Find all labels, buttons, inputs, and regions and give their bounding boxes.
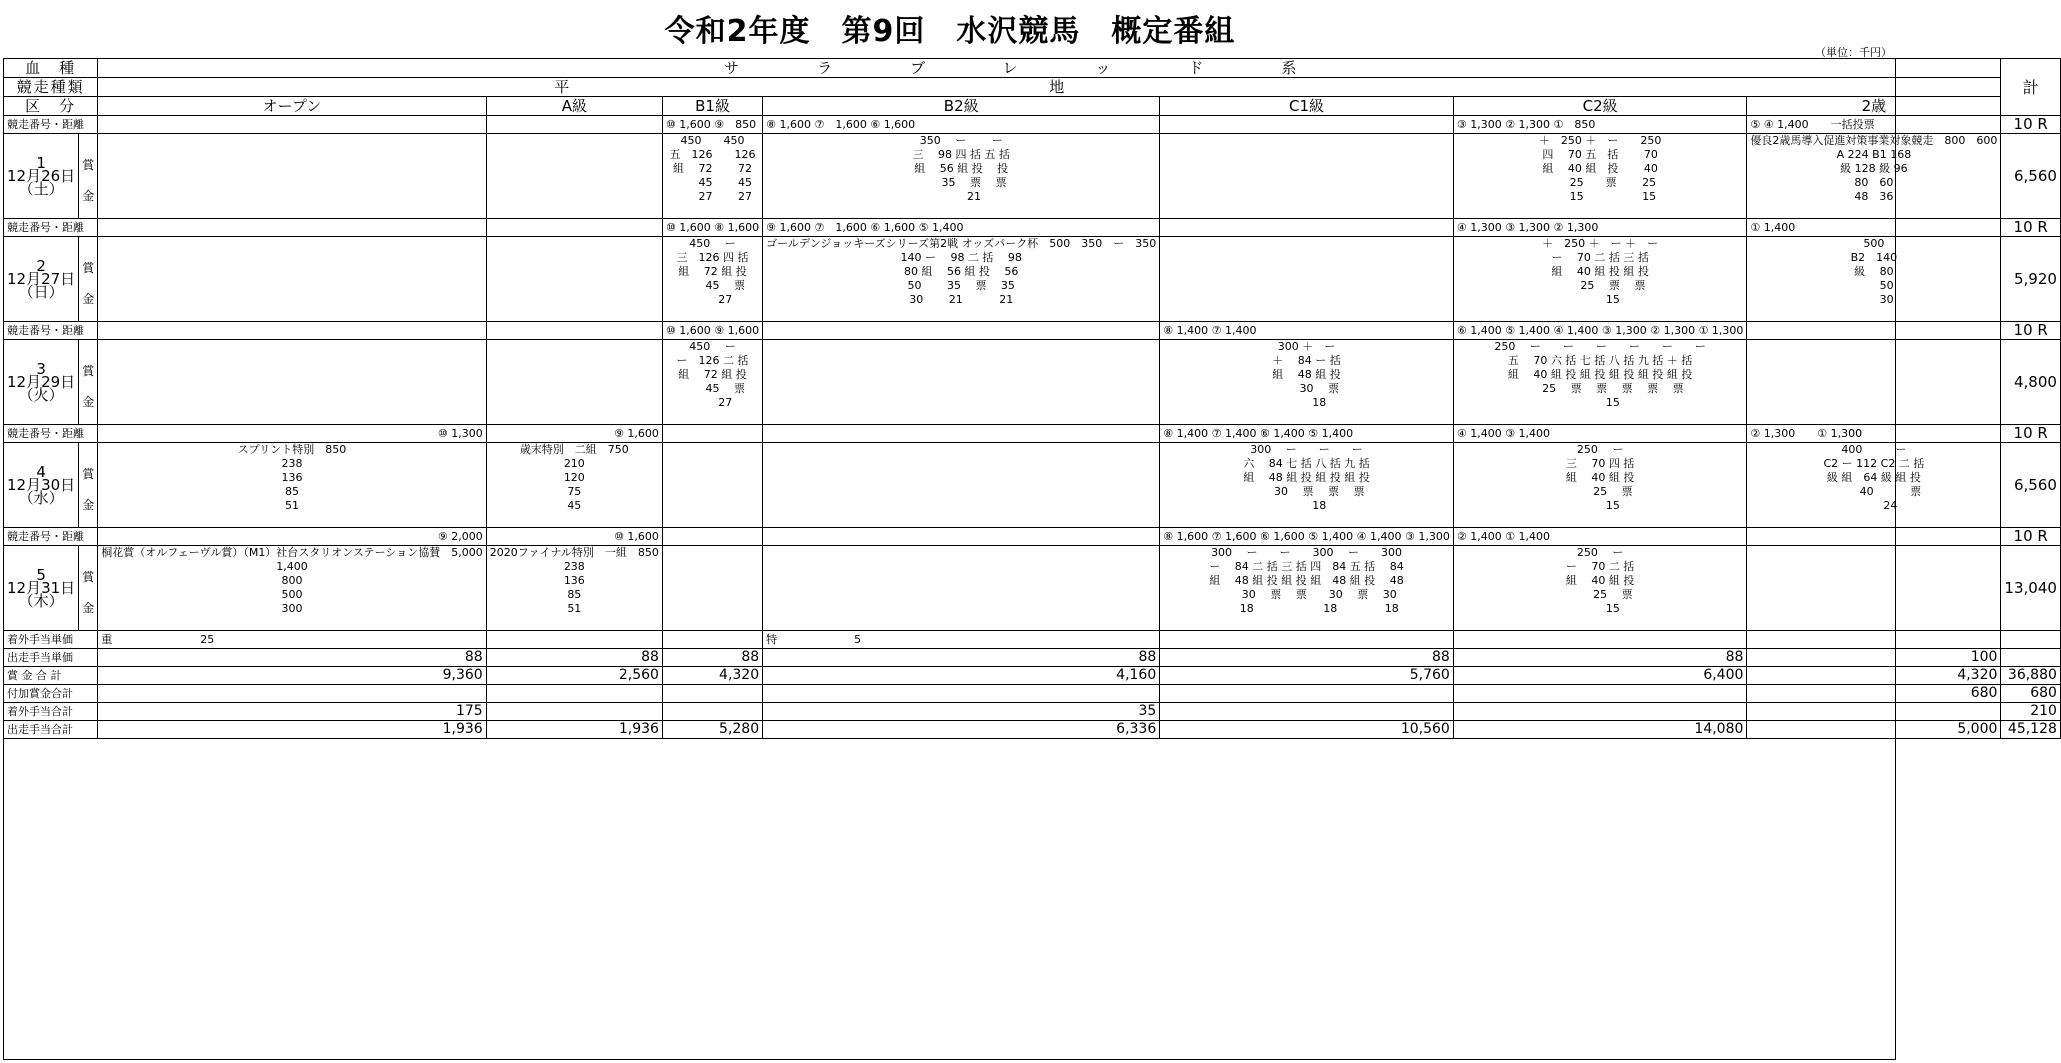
prize-label-char: 賞 xyxy=(82,364,95,378)
race-distance-cell: ⑩ 1,600 ⑨ 1,600 xyxy=(662,322,762,340)
race-distance-cell: ② 1,300 ① 1,300 xyxy=(1747,425,2001,443)
race-distance-cell: ⑩ 1,600 ⑨ 850 xyxy=(662,116,762,134)
day-weekday: （火） xyxy=(18,385,64,404)
race-distance-cell: ⑨ 1,600 xyxy=(486,425,662,443)
prize-cell xyxy=(486,443,662,528)
race-distance-cell xyxy=(1160,116,1454,134)
summary-value: 4,320 xyxy=(1747,667,2001,685)
day-total: 4,800 xyxy=(2001,340,2061,425)
prize-label xyxy=(79,134,98,219)
day-weekday: （日） xyxy=(18,282,64,301)
prize-label xyxy=(79,237,98,322)
prize-cell xyxy=(1453,340,1747,425)
prize-text: 250 ー ー 70 二 括 組 40 組 投 25 票 15 xyxy=(1565,546,1635,615)
race-distance-cell xyxy=(763,425,1160,443)
prize-label-char: 金 xyxy=(82,601,95,615)
class-header: オープン xyxy=(98,97,487,116)
summary-value xyxy=(662,631,762,649)
summary-value: 175 xyxy=(98,703,487,721)
race-distance-cell: ⑧ 1,600 ⑦ 1,600 ⑥ 1,600 ⑤ 1,400 ④ 1,400 ③ 1,300 xyxy=(1160,528,1454,546)
summary-value xyxy=(1747,631,2001,649)
race-type-label: 競走種類 xyxy=(4,78,98,97)
race-distance-cell xyxy=(1160,219,1454,237)
race-distance-cell xyxy=(662,528,762,546)
prize-label-char: 賞 xyxy=(82,570,95,584)
prize-text: 350 ー ー 三 98 四 括 五 括 組 56 組 投 投 35 票 票 21 xyxy=(912,134,1010,203)
prize-cell xyxy=(486,340,662,425)
race-distance-cell: ② 1,400 ① 1,400 xyxy=(1453,528,1747,546)
race-distance-cell xyxy=(763,528,1160,546)
day-cell xyxy=(4,237,79,322)
blood-label: 血 種 xyxy=(4,59,98,78)
summary-label: 出走手当合計 xyxy=(4,721,98,739)
prize-text: ゴールデンジョッキーズシリーズ第2戦 オッズパーク杯 500 350 ー 350 140 ー 98 二 括 98 80 組 56 組 投 56 50 35 票 35 30 21 21 xyxy=(766,237,1157,306)
prize-cell xyxy=(98,134,487,219)
prize-cell xyxy=(763,237,1160,322)
race-distance-cell xyxy=(763,322,1160,340)
prize-cell xyxy=(763,546,1160,631)
summary-value xyxy=(2001,631,2061,649)
prize-label-char: 金 xyxy=(82,292,95,306)
program-table xyxy=(3,58,2061,739)
prize-cell xyxy=(98,443,487,528)
day-num: 4 xyxy=(36,462,46,481)
prize-label-char: 賞 xyxy=(82,467,95,481)
prize-text: 300 ＋ ー ＋ 84 ー 括 組 48 組 投 30 票 18 xyxy=(1272,340,1341,409)
unit-label: （単位：千円） xyxy=(1815,46,1892,59)
summary-value: 特 5 xyxy=(763,631,1160,649)
summary-value xyxy=(1160,685,1454,703)
race-distance-cell xyxy=(98,322,487,340)
race-distance-cell: ⑩ 1,600 ⑧ 1,600 xyxy=(662,219,762,237)
class-header: B1級 xyxy=(662,97,762,116)
race-count: 10 R xyxy=(2001,116,2061,134)
prize-text: 250 ー ー ー ー ー ー 五 70 六 括 七 括 八 括 九 括 ＋ 括 組 40 組 投 組 投 組 投 組 投 組 投 25 票 票 票 票 票 15 xyxy=(1494,340,1706,409)
summary-value: 88 xyxy=(1453,649,1747,667)
prize-cell xyxy=(662,340,762,425)
prize-cell xyxy=(662,134,762,219)
race-distance-cell xyxy=(486,219,662,237)
prize-cell xyxy=(486,546,662,631)
summary-value: 10,560 xyxy=(1160,721,1454,739)
prize-text: 優良2歳馬導入促進対策事業対象競走 800 600 A 224 B1 168 級 128 級 96 80 60 48 36 xyxy=(1750,134,1998,203)
summary-value: 1,936 xyxy=(486,721,662,739)
summary-label: 賞 金 合 計 xyxy=(4,667,98,685)
race-distance-cell xyxy=(1747,528,2001,546)
summary-value xyxy=(1453,685,1747,703)
day-cell xyxy=(4,546,79,631)
prize-text: 400 ー C2 ー 112 C2 二 括 級 組 64 級 組 投 40 票 24 xyxy=(1823,443,1925,512)
race-distance-cell: ⑨ 2,000 xyxy=(98,528,487,546)
summary-value: 88 xyxy=(486,649,662,667)
race-distance-cell xyxy=(98,116,487,134)
day-cell xyxy=(4,443,79,528)
class-header: B2級 xyxy=(763,97,1160,116)
race-distance-cell xyxy=(662,425,762,443)
day-num: 3 xyxy=(36,359,46,378)
day-num: 1 xyxy=(36,153,46,172)
race-no-label: 競走番号・距離 xyxy=(4,219,98,237)
summary-value: 680 xyxy=(2001,685,2061,703)
summary-value: 100 xyxy=(1747,649,2001,667)
day-date: 12月27日 xyxy=(7,269,76,288)
prize-text: 250 ー 三 70 四 括 組 40 組 投 25 票 15 xyxy=(1565,443,1635,512)
race-type-value: 平地 xyxy=(98,78,2001,97)
prize-cell xyxy=(763,134,1160,219)
summary-value: 重 25 xyxy=(98,631,487,649)
summary-value: 2,560 xyxy=(486,667,662,685)
prize-cell xyxy=(98,340,487,425)
prize-cell xyxy=(1747,237,2001,322)
race-distance-cell xyxy=(98,219,487,237)
prize-cell xyxy=(662,546,762,631)
summary-value: 14,080 xyxy=(1453,721,1747,739)
summary-value xyxy=(1453,703,1747,721)
summary-value xyxy=(1747,703,2001,721)
class-header: A級 xyxy=(486,97,662,116)
prize-label-char: 金 xyxy=(82,395,95,409)
summary-value: 5,000 xyxy=(1747,721,2001,739)
prize-label-char: 賞 xyxy=(82,158,95,172)
prize-cell xyxy=(662,237,762,322)
prize-text: スプリント特別 850 238 136 85 51 xyxy=(237,443,347,512)
day-weekday: （水） xyxy=(18,488,64,507)
prize-cell xyxy=(1160,237,1454,322)
summary-label: 着外手当単価 xyxy=(4,631,98,649)
prize-cell xyxy=(1747,134,2001,219)
prize-text: 450 450 五 126 126 組 72 72 45 45 27 27 xyxy=(669,134,756,203)
day-date: 12月30日 xyxy=(7,475,76,494)
summary-value: 5,280 xyxy=(662,721,762,739)
summary-value: 680 xyxy=(1747,685,2001,703)
prize-text: ＋ 250 ＋ ー 250 四 70 五 括 70 組 40 組 投 40 25 票 25 15 15 xyxy=(1538,134,1662,203)
prize-cell xyxy=(486,134,662,219)
prize-label-char: 賞 xyxy=(82,261,95,275)
prize-cell xyxy=(1747,340,2001,425)
race-count: 10 R xyxy=(2001,528,2061,546)
day-cell xyxy=(4,134,79,219)
class-header: C1級 xyxy=(1160,97,1454,116)
race-distance-cell: ⑨ 1,600 ⑦ 1,600 ⑥ 1,600 ⑤ 1,400 xyxy=(763,219,1160,237)
race-no-label: 競走番号・距離 xyxy=(4,116,98,134)
summary-value xyxy=(486,703,662,721)
class-header: C2級 xyxy=(1453,97,1747,116)
prize-text: 300 ー ー ー 六 84 七 括 八 括 九 括 組 48 組 投 組 投 組 投 30 票 票 票 18 xyxy=(1243,443,1370,512)
prize-text: 300 ー ー 300 ー 300 ー 84 二 括 三 括 四 84 五 括 84 組 48 組 投 組 投 組 48 組 投 48 30 票 票 30 票 30 18 18 18 xyxy=(1209,546,1404,615)
prize-cell xyxy=(98,237,487,322)
summary-value: 88 xyxy=(763,649,1160,667)
prize-label xyxy=(79,546,98,631)
summary-value: 36,880 xyxy=(2001,667,2061,685)
summary-value: 6,400 xyxy=(1453,667,1747,685)
prize-cell xyxy=(486,237,662,322)
day-weekday: （木） xyxy=(18,591,64,610)
summary-value: 9,360 xyxy=(98,667,487,685)
summary-value: 88 xyxy=(662,649,762,667)
prize-text: ＋ 250 ＋ ー ＋ ー ー 70 二 括 三 括 組 40 組 投 組 投 25 票 票 15 xyxy=(1542,237,1659,306)
race-distance-cell: ③ 1,300 ② 1,300 ① 850 xyxy=(1453,116,1747,134)
summary-value: 4,320 xyxy=(662,667,762,685)
prize-label-char: 金 xyxy=(82,189,95,203)
total-header: 計 xyxy=(2001,59,2061,116)
class-header: 2歳 xyxy=(1747,97,2001,116)
race-count: 10 R xyxy=(2001,219,2061,237)
prize-text: 500 B2 140 級 80 50 30 xyxy=(1850,237,1898,306)
day-total: 5,920 xyxy=(2001,237,2061,322)
summary-value: 4,160 xyxy=(763,667,1160,685)
race-count: 10 R xyxy=(2001,425,2061,443)
race-distance-cell: ⑧ 1,600 ⑦ 1,600 ⑥ 1,600 xyxy=(763,116,1160,134)
prize-cell xyxy=(1160,546,1454,631)
summary-value xyxy=(486,631,662,649)
prize-cell xyxy=(98,546,487,631)
summary-value xyxy=(662,703,762,721)
prize-text: 2020ファイナル特別 一組 850 238 136 85 51 xyxy=(489,546,659,615)
race-no-label: 競走番号・距離 xyxy=(4,322,98,340)
prize-label xyxy=(79,443,98,528)
summary-value: 45,128 xyxy=(2001,721,2061,739)
day-date: 12月31日 xyxy=(7,578,76,597)
summary-value: 6,336 xyxy=(763,721,1160,739)
race-distance-cell xyxy=(486,322,662,340)
prize-cell xyxy=(763,340,1160,425)
prize-text: 桐花賞（オルフェーヴル賞）（M1）社台スタリオンステーション協賛 5,000 1,400 800 500 300 xyxy=(101,546,483,615)
day-num: 5 xyxy=(36,565,46,584)
race-no-label: 競走番号・距離 xyxy=(4,528,98,546)
prize-cell xyxy=(1160,443,1454,528)
blood-value: サラブレッド系 xyxy=(98,59,2001,78)
summary-value: 88 xyxy=(1160,649,1454,667)
prize-label-char: 金 xyxy=(82,498,95,512)
prize-cell xyxy=(662,443,762,528)
day-total: 6,560 xyxy=(2001,443,2061,528)
summary-value: 88 xyxy=(98,649,487,667)
day-weekday: （土） xyxy=(18,179,64,198)
summary-value xyxy=(763,685,1160,703)
race-count: 10 R xyxy=(2001,322,2061,340)
race-distance-cell: ④ 1,400 ③ 1,400 xyxy=(1453,425,1747,443)
class-label: 区 分 xyxy=(4,97,98,116)
prize-label xyxy=(79,340,98,425)
race-distance-cell: ① 1,400 xyxy=(1747,219,2001,237)
summary-value: 210 xyxy=(2001,703,2061,721)
prize-cell xyxy=(1453,546,1747,631)
prize-text: 450 ー 三 126 四 括 組 72 組 投 45 票 27 xyxy=(676,237,749,306)
summary-value: 35 xyxy=(763,703,1160,721)
prize-cell xyxy=(1160,134,1454,219)
summary-value: 5,760 xyxy=(1160,667,1454,685)
race-distance-cell: ⑤ ④ 1,400 一括投票 xyxy=(1747,116,2001,134)
page-title: 令和2年度 第9回 水沢競馬 概定番組 xyxy=(664,14,1236,49)
race-distance-cell xyxy=(1747,322,2001,340)
race-distance-cell: ⑩ 1,300 xyxy=(98,425,487,443)
race-distance-cell: ⑩ 1,600 xyxy=(486,528,662,546)
prize-cell xyxy=(1747,546,2001,631)
day-date: 12月26日 xyxy=(7,166,76,185)
summary-value: 1,936 xyxy=(98,721,487,739)
prize-cell xyxy=(1747,443,2001,528)
summary-value xyxy=(2001,649,2061,667)
race-distance-cell: ⑧ 1,400 ⑦ 1,400 ⑥ 1,400 ⑤ 1,400 xyxy=(1160,425,1454,443)
prize-cell xyxy=(1453,237,1747,322)
prize-text: 歳末特別 二組 750 210 120 75 45 xyxy=(519,443,629,512)
day-cell xyxy=(4,340,79,425)
prize-cell xyxy=(1453,443,1747,528)
day-date: 12月29日 xyxy=(7,372,76,391)
summary-label: 付加賞金合計 xyxy=(4,685,98,703)
race-distance-cell: ⑥ 1,400 ⑤ 1,400 ④ 1,400 ③ 1,300 ② 1,300 ① 1,300 xyxy=(1453,322,1747,340)
prize-cell xyxy=(763,443,1160,528)
prize-cell xyxy=(1453,134,1747,219)
summary-value xyxy=(662,685,762,703)
summary-value xyxy=(1160,631,1454,649)
summary-value xyxy=(1453,631,1747,649)
day-total: 13,040 xyxy=(2001,546,2061,631)
race-distance-cell: ④ 1,300 ③ 1,300 ② 1,300 xyxy=(1453,219,1747,237)
day-num: 2 xyxy=(36,256,46,275)
race-distance-cell: ⑧ 1,400 ⑦ 1,400 xyxy=(1160,322,1454,340)
summary-label: 出走手当単価 xyxy=(4,649,98,667)
summary-value xyxy=(486,685,662,703)
summary-value xyxy=(1160,703,1454,721)
day-total: 6,560 xyxy=(2001,134,2061,219)
summary-label: 着外手当合計 xyxy=(4,703,98,721)
prize-cell xyxy=(1160,340,1454,425)
race-distance-cell xyxy=(486,116,662,134)
summary-value xyxy=(98,685,487,703)
prize-text: 450 ー ー 126 二 括 組 72 組 投 45 票 27 xyxy=(676,340,749,409)
race-no-label: 競走番号・距離 xyxy=(4,425,98,443)
